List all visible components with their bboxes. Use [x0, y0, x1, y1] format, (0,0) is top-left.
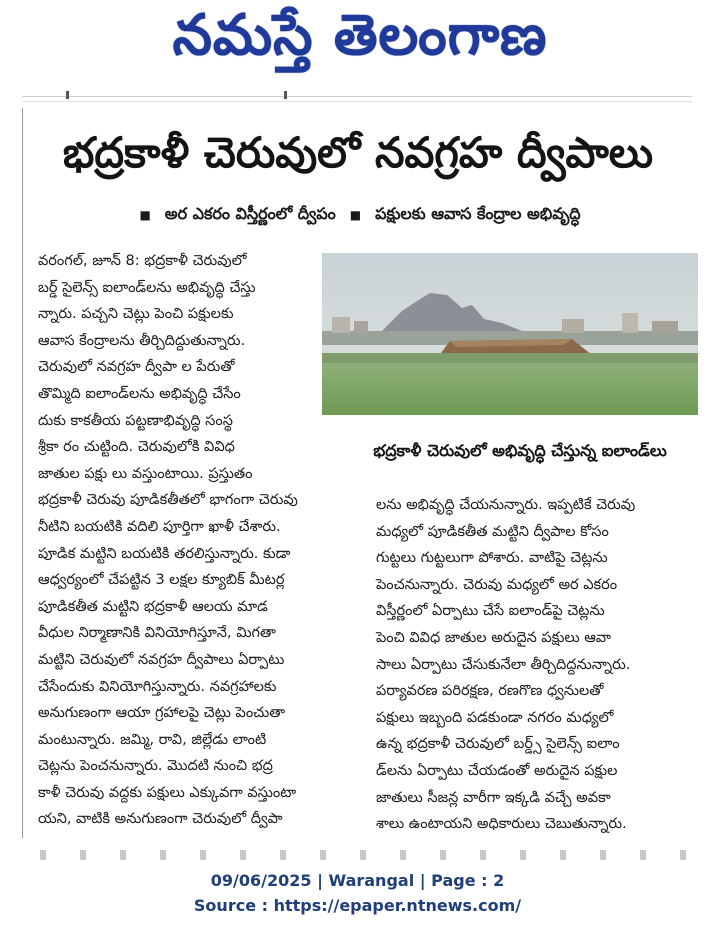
photo-caption: భద్రకాళీ చెరువులో అభివృద్ధి చేస్తున్న ఐలాండ్‌లు [373, 440, 667, 460]
subhead-2: పక్షులకు ఆవాస కేంద్రాల అభివృద్ధి [375, 203, 581, 223]
article-subheads [40, 200, 680, 230]
newspaper-logo: నమస్తే తెలంగాణ [172, 2, 548, 68]
divider-tick [66, 91, 69, 99]
bullet-icon: ■ [349, 208, 362, 222]
article-headline: భద్రకాళీ చెరువులో నవగ్రహ ద్వీపాలు [62, 128, 654, 177]
divider-tick [284, 91, 287, 99]
article-body-left-column: వరంగల్, జూన్ 8: భద్రకాళీ చెరువులో బర్డ్ సైలెన్స్ ఐలాండ్‌లను అభివృద్ధి చేస్తు న్నారు. పచ్చని చెట్లు పెంచి పక్షులకు ఆవాస కేంద్రాలను తీర్చిదిద్దుతున్నారు. చెరువులో నవగ్రహ ద్వీపా ల పేరుతో తొమ్మిది ఐలాండ్‌లను అభివృద్ధి చేసేం దుకు కాకతీయ పట్టణాభివృద్ధి సంస్థ శ్రీకా రం చుట్టింది. చెరువులోకి వివిధ జాతుల పక్షు లు వస్తుంటాయి. ప్రస్తుతం భద్రకాళీ చెరువు పూడికతీతలో భాగంగా చెరువు నీటిని బయటికి వదిలి పూర్తిగా ఖాళీ చేశారు. పూడిక మట్టిని బయటికి తరలిస్తున్నారు. కుడా ఆధ్వర్యంలో చేపట్టిన 3 లక్షల క్యూబిక్ మీటర్ల పూడికతీత మట్టిని భద్రకాళీ ఆలయ మాడ వీధుల నిర్మాణానికి వినియోగిస్తూనే, మిగతా మట్టిని చెరువులో నవగ్రహ ద్వీపాలు ఏర్పాటు చేసేందుకు వినియోగిస్తున్నారు. నవగ్రహాలకు అనుగుణంగా ఆయా గ్రహాలపై చెట్లు పెంచుతా మంటున్నారు. జమ్మి, రావి, జిల్లేడు లాంటి చెట్లను పెంచనున్నారు. మొదటి నుంచి భద్ర కాళీ చెరువు వద్దకు పక్షులు ఎక్కువగా వస్తుంటా యని, వాటికి అనుగుణంగా చెరువులో ద్వీపా [38, 253, 298, 828]
subhead-1: అర ఎకరం విస్తీర్ణంలో ద్వీపం [164, 203, 336, 223]
article-photo [322, 253, 698, 415]
lake-island-photo [322, 253, 698, 415]
masthead-divider [22, 96, 692, 102]
source-link[interactable]: Source : https://epaper.ntnews.com/ [193, 896, 522, 915]
masthead [0, 0, 715, 110]
page-footer [0, 868, 715, 918]
cropped-next-article-edge [40, 850, 690, 860]
bullet-icon: ■ [139, 208, 151, 222]
article-body-right-column: లను అభివృద్ధి చేయనున్నారు. ఇప్పటికే చెరువు మధ్యలో పూడికతీత మట్టిని ద్వీపాల కోసం గుట్టలు గుట్టలుగా పోశారు. వాటిపై చెట్లను పెంచనున్నారు. చెరువు మధ్యలో అర ఎకరం విస్తీర్ణంలో ఏర్పాటు చేసే ఐలాండ్‌పై చెట్లను పెంచి వివిధ జాతుల అరుదైన పక్షులు ఆవా సాలు ఏర్పాటు చేసుకునేలా తీర్చిదిద్దనున్నారు. పర్యావరణ పరిరక్షణ, రణగొణ ధ్వనులతో పక్షులు ఇబ్బంది పడకుండా నగరం మధ్యలో ఉన్న భద్రకాళీ చెరువులో బర్డ్స్ సైలెన్స్ ఐలాం డ్‌లను ఏర్పాటు చేయడంతో అరుదైన పక్షుల జాతులు సీజన్ల వారీగా ఇక్కడి వచ్చే అవకా శాలు ఉంటాయని అధికారులు చెబుతున్నారు. [376, 497, 636, 833]
edition-info: 09/06/2025 | Warangal | Page : 2 [210, 871, 505, 890]
